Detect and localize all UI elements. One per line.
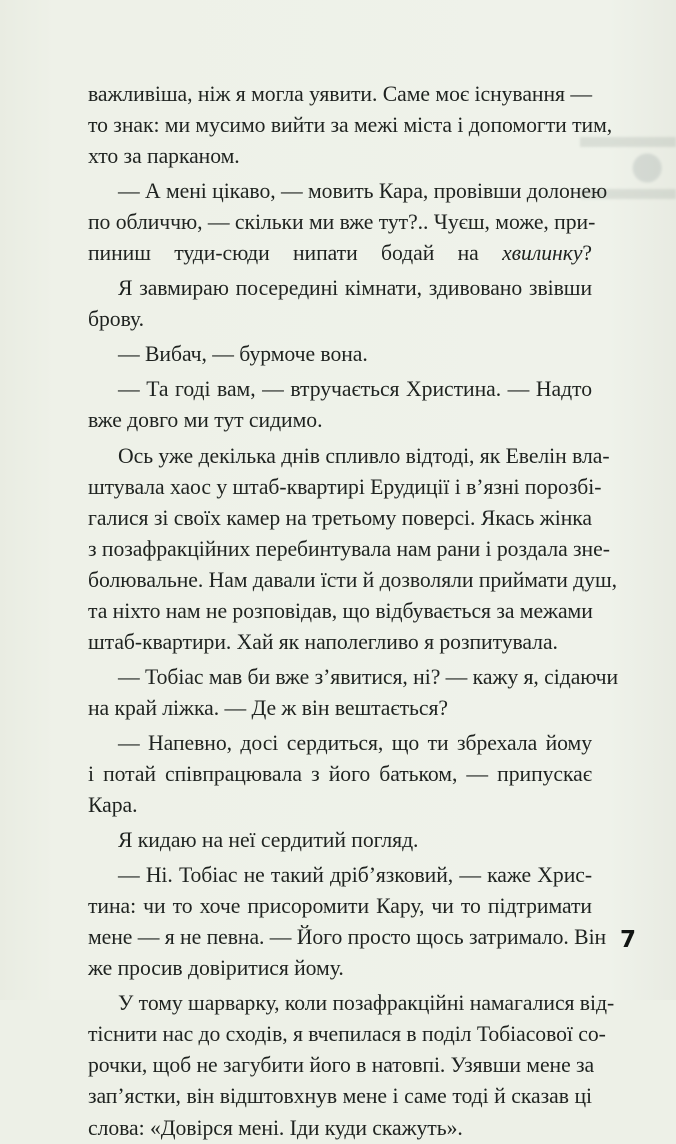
text-line: рочки, щоб не загубити його в натовпі. Узявши мене за <box>88 1053 595 1078</box>
text-line: по обличчю, — скільки ми вже тут?.. Чуєш, може, при- <box>88 210 596 235</box>
text-line: брову. <box>88 307 145 332</box>
text-line: з позафракційних перебинтувала нам рани і роздала зне- <box>88 536 610 561</box>
text-line: — Та годі вам, — втручається Христина. — Надто <box>118 377 592 402</box>
text-line: штувала хаос у штаб-квартирі Ерудиції і в’язні порозбі- <box>88 474 602 499</box>
text-line: Я кидаю на неї сердитий погляд. <box>118 828 419 853</box>
text-line: — Напевно, досі сердиться, що ти збрехала йому <box>118 730 592 755</box>
text-line: — Вибач, — бурмоче вона. <box>118 342 368 367</box>
text-line: болювальне. Нам давали їсти й дозволяли приймати душ, <box>88 567 617 592</box>
text-line: і потай співпрацювала з його батьком, — припускає <box>88 761 592 786</box>
text-line: тіснити нас до сходів, я вчепилася в поділ Тобіасової со- <box>88 1022 606 1047</box>
text-line: тина: чи то хоче присоромити Кару, чи то підтримати <box>88 894 592 919</box>
page-number: 7 <box>619 927 636 953</box>
text-line: хто за парканом. <box>88 144 240 169</box>
text-line: — А мені цікаво, — мовить Кара, провівши долонею <box>118 179 608 204</box>
text-line: вже довго ми тут сидимо. <box>88 408 323 433</box>
text-line: важливіша, ніж я могла уявити. Саме моє існування — <box>88 82 592 106</box>
text-line: галися зі своїх камер на третьому поверсі. Якась жінка <box>88 505 592 530</box>
text-line: то знак: ми мусимо вийти за межі міста і допомогти тим, <box>88 113 613 138</box>
text-span: пиниш туди-сюди нипати бодай на <box>88 241 503 266</box>
text-line: — Ні. Тобіас не такий дріб’язковий, — каже Хрис- <box>118 863 592 888</box>
text-line: же просив довіритися йому. <box>88 956 344 981</box>
text-line: Ось уже декілька днів спливло відтоді, як Евелін вла- <box>118 443 610 468</box>
text-line: У тому шарварку, коли позафракційні намагалися від- <box>118 991 615 1016</box>
text-line <box>88 238 592 269</box>
text-line: на край ліжка. — Де ж він вештається? <box>88 695 448 720</box>
emphasis-text: хвилинку <box>502 241 583 266</box>
body-text <box>88 79 619 1144</box>
text-span: ? <box>582 241 592 266</box>
text-line: штаб-квартири. Хай як наполегливо я розпитувала. <box>88 629 558 654</box>
text-line: слова: «Довірся мені. Іди куди скажуть». <box>88 1115 463 1140</box>
text-line: та ніхто нам не розповідав, що відбувається за межами <box>88 598 593 623</box>
text-line: Я завмираю посередині кімнати, здивовано звівши <box>118 276 592 301</box>
text-line: зап’ястки, він відштовхнув мене і саме тоді й сказав ці <box>88 1084 592 1109</box>
text-line: — Тобіас мав би вже з’явитися, ні? — кажу я, сідаючи <box>118 664 619 689</box>
text-line: мене — я не певна. — Його просто щось затримало. Він <box>88 925 607 950</box>
text-line: Кара. <box>88 793 138 818</box>
